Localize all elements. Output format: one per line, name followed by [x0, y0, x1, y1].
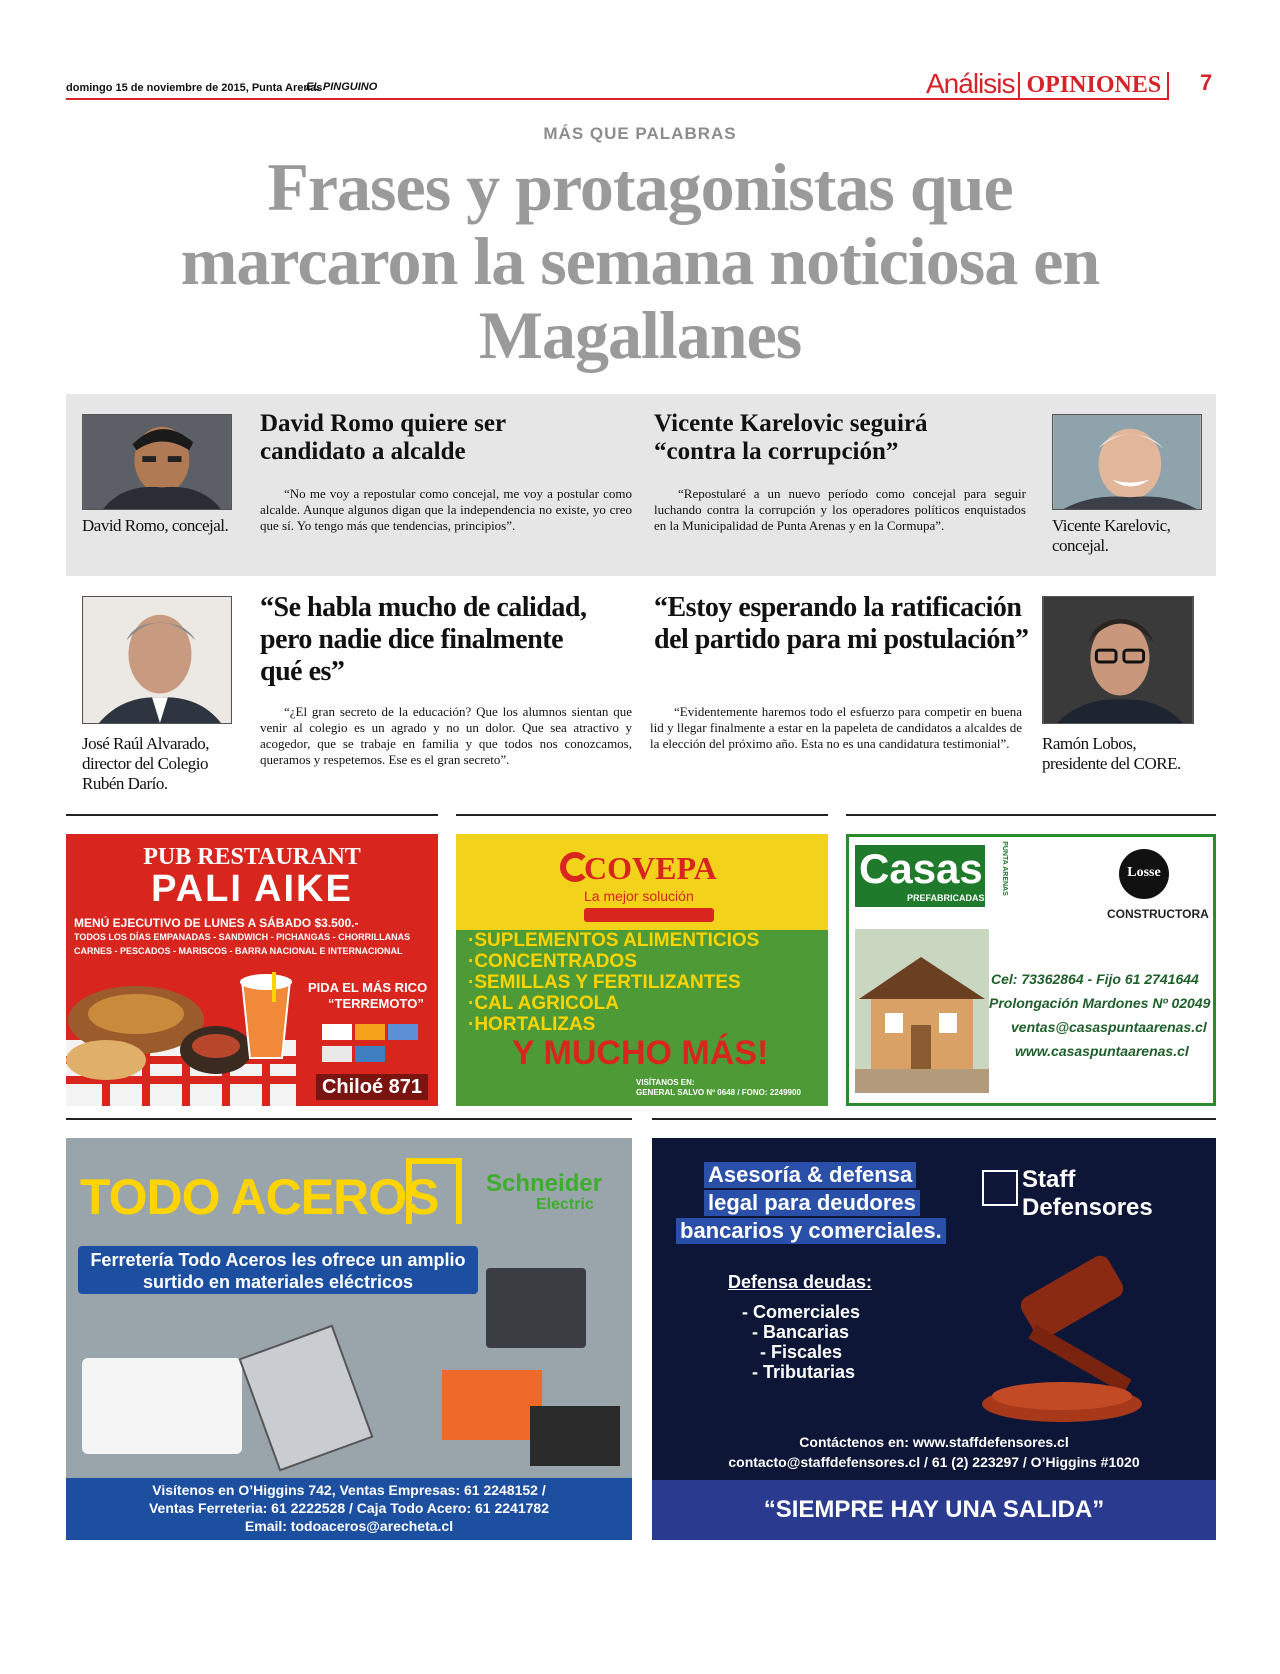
casas-email[interactable]: ventas@casaspuntaarenas.cl: [1011, 1019, 1207, 1035]
header-rule: [66, 98, 926, 100]
casas-phone: Cel: 73362864 - Fijo 61 2741644: [991, 971, 1199, 987]
schneider-name: Schneider: [486, 1170, 603, 1197]
staff-head3: bancarios y comerciales.: [676, 1218, 946, 1244]
aceros-offer2: surtido en materiales eléctricos: [142, 1272, 414, 1292]
terremoto-glass-icon: [238, 972, 294, 1062]
ad-pub-pali-aike[interactable]: [66, 834, 438, 1106]
page-header: [66, 68, 1216, 102]
pub-promo1: PIDA EL MÁS RICO: [308, 980, 428, 995]
portrait-jose-raul-alvarado: [82, 596, 232, 724]
ad-todo-aceros[interactable]: [66, 1138, 632, 1540]
junction-box-icon: [442, 1370, 542, 1440]
covepa-items: [468, 930, 759, 1035]
covepa-visit1: VISÍTANOS EN:: [636, 1078, 695, 1087]
casas-side: PUNTA ARENAS: [1000, 841, 1008, 896]
quote-body-2: “Repostularé a un nuevo período como concejal para seguir luchando contra la corrupción y los operadores políticos enquistados en la Municipalidad de Punta Arenas y en la Cormupa”.: [654, 486, 1026, 533]
aceros-offer1: Ferretería Todo Aceros les ofrece un amplio: [90, 1250, 466, 1270]
switch-dark-icon: [486, 1268, 586, 1348]
ad-covepa[interactable]: [456, 834, 828, 1106]
pub-promo2: “TERREMOTO”: [328, 996, 424, 1011]
schneider-electric: Electric: [536, 1196, 594, 1213]
quote-title-1: David Romo quiere ser candidato a alcalde: [260, 410, 506, 465]
staff-list-item: - Bancarias: [752, 1322, 850, 1342]
portrait-ramon-lobos: [1042, 596, 1194, 724]
casas-web[interactable]: www.casaspuntaarenas.cl: [1015, 1043, 1189, 1059]
covepa-item: ·HORTALIZAS: [468, 1014, 596, 1035]
ad-staff-defensores[interactable]: [652, 1138, 1216, 1540]
pub-menu: MENÚ EJECUTIVO DE LUNES A SÁBADO $3.500.-: [74, 916, 359, 930]
aceros-contact1: Visítenos en O’Higgins 742, Ventas Empresas: 61 2248152 /: [152, 1482, 546, 1498]
animal-icons: [584, 908, 714, 922]
covepa-item: ·SUPLEMENTOS ALIMENTICIOS: [468, 930, 760, 951]
ad-rule-5: [652, 1118, 1216, 1120]
covepa-item: ·CONCENTRADOS: [468, 951, 637, 972]
caption-jose-raul-alvarado: José Raúl Alvarado, director del Colegio Rubén Darío.: [82, 734, 209, 793]
staff-list-item: - Tributarias: [752, 1362, 856, 1382]
quote-body-4: “Evidentemente haremos todo el esfuerzo para competir en buena lid y llegar finalmente a estar en la papeleta de candidatos a alcaldes de la elección del próximo año. Esta no es una candidatura testimonial”.: [650, 704, 1022, 751]
covepa-slogan: La mejor solución: [584, 888, 694, 904]
staff-list-item: - Fiscales: [760, 1342, 843, 1362]
staff-list-item: - Comerciales: [742, 1302, 861, 1322]
gavel-icon: [952, 1234, 1192, 1434]
staff-brand1: Staff: [1022, 1166, 1076, 1193]
staff-defensa: Defensa deudas:: [728, 1272, 873, 1292]
aceros-contact2: Ventas Ferreteria: 61 2222528 / Caja Todo Acero: 61 2241782: [148, 1500, 549, 1516]
covepa-cta: Y MUCHO MÁS!: [512, 1034, 769, 1072]
quote-title-2: Vicente Karelovic seguirá “contra la corrupción”: [654, 410, 928, 465]
caption-david-romo: David Romo, concejal.: [82, 516, 229, 535]
caption-ramon-lobos: Ramón Lobos, presidente del CORE.: [1042, 734, 1181, 773]
amex-icon: [355, 1046, 385, 1062]
quote-band: [66, 394, 1216, 576]
article-kicker: MÁS QUE PALABRAS: [543, 124, 737, 143]
covepa-visit2: GENERAL SALVO Nº 0648 / FONO: 2249900: [636, 1088, 801, 1097]
card-logos: [322, 1024, 432, 1064]
page-number: 7: [1200, 70, 1213, 95]
scales-icon: [982, 1170, 1018, 1206]
section-analisis: Análisis: [926, 70, 1018, 100]
pub-items2: CARNES - PESCADOS - MARISCOS - BARRA NACIONAL E INTERNACIONAL: [74, 946, 403, 956]
portrait-image: [1053, 415, 1201, 509]
covepa-item: ·SEMILLAS Y FERTILIZANTES: [468, 972, 741, 993]
publication-name: EL PINGUINO: [306, 81, 378, 93]
pub-address: Chiloé 871: [316, 1074, 428, 1100]
pub-items1: TODOS LOS DÍAS EMPANADAS - SANDWICH - PICHANGAS - CHORRILLANAS: [74, 932, 411, 942]
portrait-image: [1043, 597, 1193, 723]
quote-title-3: “Se habla mucho de calidad, pero nadie dice finalmente qué es”: [260, 592, 587, 687]
portrait-vicente-karelovic: [1052, 414, 1202, 510]
aceros-brand: TODO ACEROS: [80, 1169, 439, 1225]
losse-logo: Losse: [1127, 865, 1161, 880]
ad-rule-3: [846, 814, 1216, 816]
casas-address: Prolongación Mardones Nº 02049: [989, 995, 1211, 1011]
staff-brand2: Defensores: [1022, 1194, 1153, 1221]
staff-contact2[interactable]: contacto@staffdefensores.cl / 61 (2) 223297 / O’Higgins #1020: [728, 1454, 1140, 1470]
diners-icon: [322, 1046, 352, 1062]
aceros-logo-icon: [406, 1158, 462, 1224]
portrait-image: [83, 415, 231, 509]
casas-brand: Casas: [859, 845, 983, 892]
staff-contact1[interactable]: Contáctenos en: www.staffdefensores.cl: [799, 1434, 1069, 1450]
section-opiniones: OPINIONES: [1018, 72, 1169, 100]
switch-plate-icon: [82, 1358, 242, 1454]
house-image: [855, 929, 989, 1093]
staff-head1: Asesoría & defensa: [704, 1162, 916, 1188]
issue-date: domingo 15 de noviembre de 2015, Punta Arenas: [66, 82, 323, 94]
pub-line2: PALI AIKE: [151, 868, 353, 910]
ad-rule-4: [66, 1118, 632, 1120]
article-headline: Frases y protagonistas que marcaron la semana noticiosa en Magallanes: [180, 149, 1100, 373]
ad-rule-1: [66, 814, 438, 816]
casas-sub: PREFABRICADAS: [907, 893, 985, 903]
aceros-contact3[interactable]: Email: todoaceros@arecheta.cl: [244, 1518, 454, 1534]
mastercard-icon: [355, 1024, 385, 1040]
casas-constructora: CONSTRUCTORA: [1107, 907, 1209, 921]
section-tag: [926, 70, 1169, 100]
socket-black-icon: [530, 1406, 620, 1466]
pub-line1: PUB RESTAURANT: [143, 844, 361, 870]
covepa-brand: COVEPA: [584, 850, 717, 886]
portrait-david-romo: [82, 414, 232, 510]
quote-body-3: “¿El gran secreto de la educación? Que los alumnos sientan que venir al colegio es un agrado y no un dolor. Que sea atractivo y acogedor, que se trabaje en familia y que todos nos conozcamos, queramos y respetemos. Ese es el gran secreto”.: [260, 704, 632, 767]
ad-rule-2: [456, 814, 828, 816]
staff-slogan: “SIEMPRE HAY UNA SALIDA”: [763, 1496, 1105, 1523]
switch-frame-icon: [238, 1325, 373, 1472]
visa-icon: [322, 1024, 352, 1040]
covepa-item: ·CAL AGRICOLA: [468, 993, 619, 1014]
staff-head2: legal para deudores: [704, 1190, 920, 1216]
portrait-image: [83, 597, 231, 723]
ad-casas-prefabricadas[interactable]: [846, 834, 1216, 1106]
caption-vicente-karelovic: Vicente Karelovic, concejal.: [1052, 516, 1171, 555]
magna-icon: [388, 1024, 418, 1040]
quote-title-4: “Estoy esperando la ratificación del partido para mi postulación”: [654, 592, 1029, 655]
quote-body-1: “No me voy a repostular como concejal, me voy a postular como alcalde. Aunque algunos digan que la independencia no existe, yo creo que sí. Yo tengo más que tendencias, principios”.: [260, 486, 632, 533]
